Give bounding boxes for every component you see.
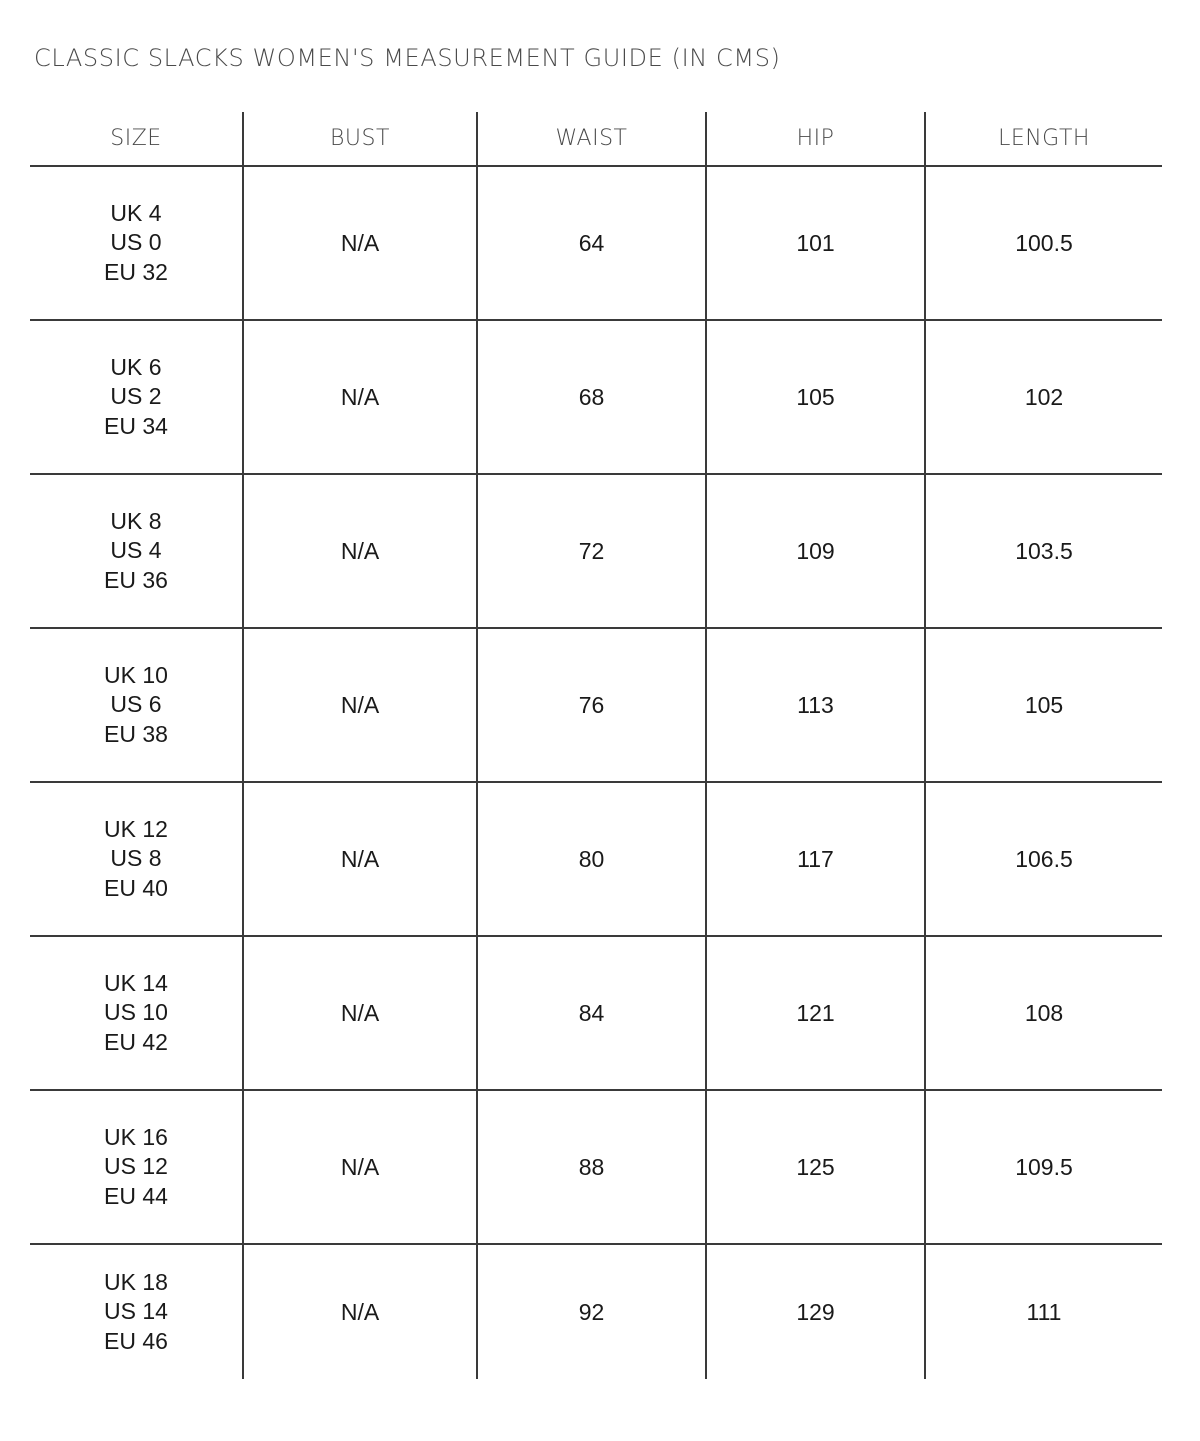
table-row [30,1244,1162,1379]
length-cell: 105 [925,628,1162,782]
waist-cell: 68 [477,320,706,474]
size-cell [30,1090,243,1244]
bust-cell: N/A [243,320,477,474]
size-us: US 4 [110,537,162,564]
size-uk: UK 4 [110,199,162,226]
waist-cell: 92 [477,1244,706,1379]
size-us: US 0 [110,229,162,256]
size-us: US 12 [104,1153,168,1180]
size-uk: UK 6 [110,353,162,380]
size-us: US 6 [110,691,162,718]
size-eu: EU 42 [104,1028,168,1055]
length-cell: 109.5 [925,1090,1162,1244]
length-cell: 108 [925,936,1162,1090]
hip-cell: 113 [706,628,925,782]
waist-cell: 64 [477,166,706,320]
size-eu: EU 38 [104,720,168,747]
column-header-waist: WAIST [477,112,706,166]
size-us: US 14 [104,1298,168,1325]
measurement-table [30,112,1162,1379]
size-cell [30,1244,243,1379]
bust-cell: N/A [243,1090,477,1244]
size-us: US 2 [110,383,162,410]
bust-cell: N/A [243,166,477,320]
size-eu: EU 34 [104,412,168,439]
table-row [30,320,1162,474]
length-cell: 100.5 [925,166,1162,320]
table-row [30,1090,1162,1244]
size-eu: EU 40 [104,874,168,901]
column-header-length: LENGTH [925,112,1162,166]
hip-cell: 129 [706,1244,925,1379]
size-eu: EU 36 [104,566,168,593]
size-cell [30,166,243,320]
size-uk: UK 8 [110,507,162,534]
hip-cell: 101 [706,166,925,320]
size-uk: UK 18 [104,1268,168,1295]
waist-cell: 72 [477,474,706,628]
size-uk: UK 12 [104,815,168,842]
length-cell: 111 [925,1244,1162,1379]
size-cell [30,474,243,628]
waist-cell: 80 [477,782,706,936]
hip-cell: 105 [706,320,925,474]
bust-cell: N/A [243,782,477,936]
table-body [30,166,1162,1379]
size-us: US 10 [104,999,168,1026]
table-row [30,166,1162,320]
hip-cell: 125 [706,1090,925,1244]
size-cell [30,936,243,1090]
table-row [30,782,1162,936]
size-cell [30,320,243,474]
table-row [30,936,1162,1090]
size-uk: UK 14 [104,969,168,996]
size-eu: EU 44 [104,1182,168,1209]
table-row [30,628,1162,782]
size-uk: UK 10 [104,661,168,688]
page-title: CLASSIC SLACKS WOMEN'S MEASUREMENT GUIDE (IN CMS) [34,44,781,72]
waist-cell: 88 [477,1090,706,1244]
hip-cell: 109 [706,474,925,628]
size-uk: UK 16 [104,1123,168,1150]
table-header-row [30,112,1162,166]
size-cell [30,782,243,936]
waist-cell: 84 [477,936,706,1090]
size-us: US 8 [110,845,162,872]
length-cell: 106.5 [925,782,1162,936]
hip-cell: 121 [706,936,925,1090]
bust-cell: N/A [243,474,477,628]
hip-cell: 117 [706,782,925,936]
column-header-bust: BUST [243,112,477,166]
waist-cell: 76 [477,628,706,782]
bust-cell: N/A [243,628,477,782]
size-eu: EU 32 [104,258,168,285]
length-cell: 102 [925,320,1162,474]
table-row [30,474,1162,628]
bust-cell: N/A [243,1244,477,1379]
column-header-hip: HIP [706,112,925,166]
column-header-size: SIZE [30,112,243,166]
bust-cell: N/A [243,936,477,1090]
size-cell [30,628,243,782]
length-cell: 103.5 [925,474,1162,628]
size-eu: EU 46 [104,1327,168,1354]
